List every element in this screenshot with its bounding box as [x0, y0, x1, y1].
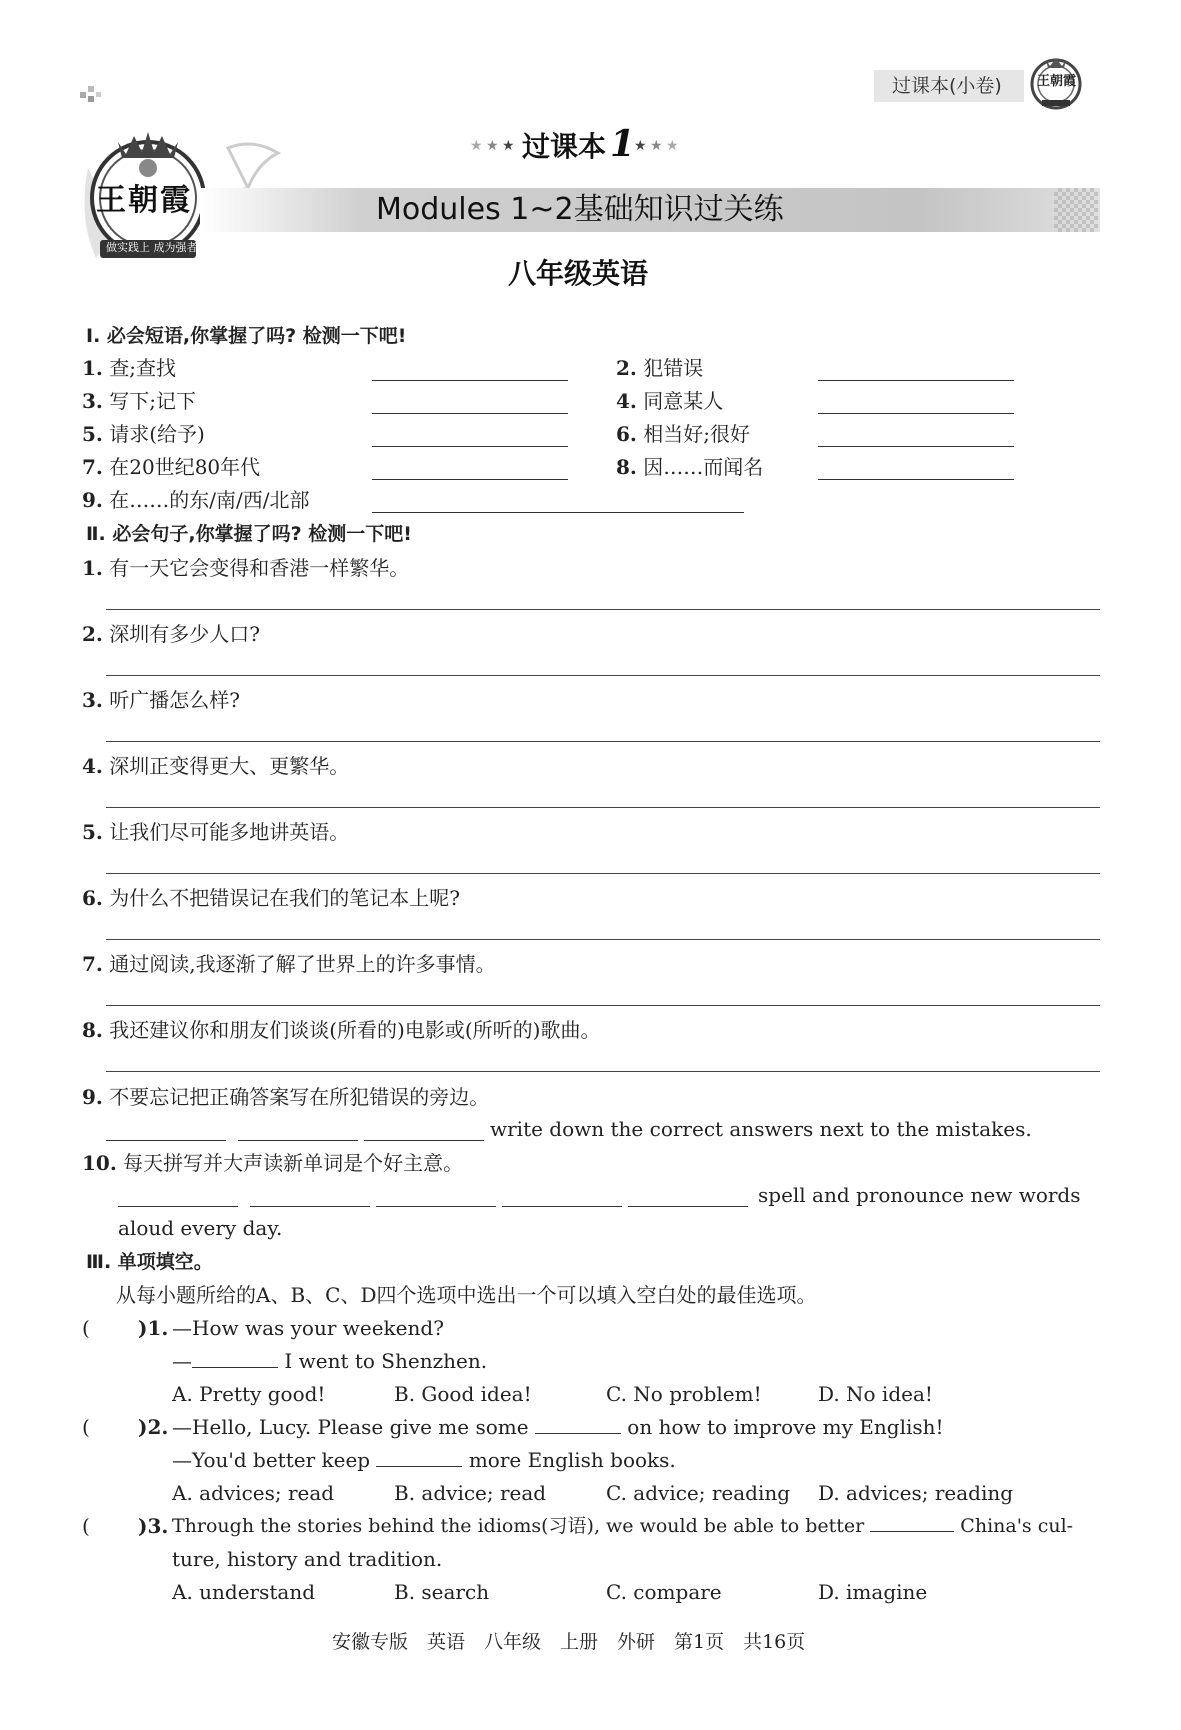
option-b[interactable]: B. Good idea! [394, 1382, 532, 1406]
answer-line[interactable] [106, 675, 1100, 676]
sentence-item: 7. 通过阅读,我逐渐了解了世界上的许多事情。 [82, 952, 496, 976]
question-line: Through the stories behind the idioms(习语), we would be able to better China's cul- [172, 1515, 1074, 1537]
brand-logo-text: 王朝霞 [96, 183, 192, 218]
option-d[interactable]: D. imagine [818, 1580, 928, 1604]
section3-title: Ⅲ. 单项填空。 [86, 1251, 213, 1273]
option-c[interactable]: C. compare [606, 1580, 722, 1604]
answer-blank[interactable] [372, 479, 568, 480]
grade-subject-title: 八年级英语 [508, 257, 649, 290]
answer-blank[interactable] [535, 1433, 621, 1434]
sentence-item: 1. 有一天它会变得和香港一样繁华。 [82, 556, 410, 580]
section3-instruction: 从每小题所给的A、B、C、D四个选项中选出一个可以填入空白处的最佳选项。 [116, 1283, 817, 1307]
star-icon: ★ [666, 138, 679, 154]
answer-blank[interactable] [364, 1140, 484, 1141]
answer-blank[interactable] [372, 380, 568, 381]
answer-line[interactable] [106, 609, 1100, 610]
phrase-item: 9. 在……的东/南/西/北部 [82, 488, 310, 512]
star-icon: ★ [634, 138, 647, 154]
question-number: )3. [138, 1514, 169, 1538]
answer-blank[interactable] [818, 413, 1014, 414]
answer-blank[interactable] [106, 1140, 226, 1141]
answer-blank[interactable] [376, 1466, 462, 1467]
option-c[interactable]: C. advice; reading [606, 1481, 791, 1505]
course-title: 过课本 [522, 130, 607, 163]
star-icon: ★ [470, 138, 483, 154]
answer-blank[interactable] [372, 413, 568, 414]
sentence-item: 6. 为什么不把错误记在我们的笔记本上呢? [82, 886, 460, 910]
question-line: —You'd better keep more English books. [172, 1448, 676, 1472]
answer-blank[interactable] [118, 1206, 238, 1207]
phrase-item: 7. 在20世纪80年代 [82, 455, 261, 479]
answer-line[interactable] [106, 939, 1100, 940]
answer-line[interactable] [106, 873, 1100, 874]
answer-blank[interactable] [250, 1206, 370, 1207]
section2-title: Ⅱ. 必会句子,你掌握了吗? 检测一下吧! [86, 523, 412, 545]
question-line: ture, history and tradition. [172, 1547, 443, 1571]
answer-blank[interactable] [818, 479, 1014, 480]
brand-logo-slogan: 做实践上 成为强者 [106, 241, 198, 254]
course-number: 1 [610, 123, 636, 165]
answer-bracket[interactable]: ( [82, 1415, 90, 1439]
course-title-row [470, 123, 720, 172]
sentence-item: 5. 让我们尽可能多地讲英语。 [82, 820, 350, 844]
option-a[interactable]: A. understand [172, 1580, 316, 1604]
option-a[interactable]: A. Pretty good! [172, 1382, 326, 1406]
phrase-item: 5. 请求(给予) [82, 422, 205, 446]
option-b[interactable]: B. search [394, 1580, 490, 1604]
option-b[interactable]: B. advice; read [394, 1481, 547, 1505]
question-line: —Hello, Lucy. Please give me some on how to improve my English! [172, 1415, 944, 1439]
sentence-item: 2. 深圳有多少人口? [82, 622, 260, 646]
header-small-logo-text: 王朝霞 [1037, 74, 1077, 89]
question-number: )2. [138, 1415, 169, 1439]
phrase-item: 8. 因……而闻名 [616, 455, 764, 479]
sentence-tail: spell and pronounce new words [758, 1183, 1081, 1207]
section1-title: Ⅰ. 必会短语,你掌握了吗? 检测一下吧! [86, 325, 407, 347]
answer-blank[interactable] [502, 1206, 622, 1207]
star-icon: ★ [650, 138, 663, 154]
header-tab-label: 过课本(小卷) [892, 75, 1002, 97]
answer-blank[interactable] [628, 1206, 748, 1207]
header-small-logo [1028, 54, 1084, 110]
phrase-item: 4. 同意某人 [616, 389, 724, 413]
phrase-item: 1. 查;查找 [82, 356, 176, 380]
answer-line[interactable] [106, 1071, 1100, 1072]
answer-blank[interactable] [372, 512, 744, 513]
answer-bracket[interactable]: ( [82, 1316, 90, 1340]
page-footer: 安徽专版 英语 八年级 上册 外研 第1页 共16页 [332, 1631, 806, 1653]
question-number: )1. [138, 1316, 169, 1340]
sentence-item: 9. 不要忘记把正确答案写在所犯错误的旁边。 [82, 1085, 490, 1109]
sentence-item: 3. 听广播怎么样? [82, 688, 240, 712]
module-title: Modules 1~2基础知识过关练 [376, 192, 784, 227]
answer-blank[interactable] [238, 1140, 358, 1141]
question-line: —How was your weekend? [172, 1316, 444, 1340]
sentence-item: 10. 每天拼写并大声读新单词是个好主意。 [82, 1151, 464, 1175]
answer-blank[interactable] [818, 380, 1014, 381]
star-icon: ★ [486, 138, 499, 154]
sentence-item: 4. 深圳正变得更大、更繁华。 [82, 754, 350, 778]
sentence-tail: write down the correct answers next to the mistakes. [490, 1117, 1032, 1141]
phrase-item: 3. 写下;记下 [82, 389, 196, 413]
phrase-item: 2. 犯错误 [616, 356, 704, 380]
sentence-item: 8. 我还建议你和朋友们谈谈(所看的)电影或(所听的)歌曲。 [82, 1018, 601, 1042]
corner-dots-decoration [80, 82, 106, 104]
sentence-tail: aloud every day. [118, 1216, 283, 1240]
star-icon: ★ [502, 138, 515, 154]
answer-line[interactable] [106, 807, 1100, 808]
phrase-item: 6. 相当好;很好 [616, 422, 750, 446]
answer-blank[interactable] [192, 1367, 278, 1368]
banner-checker-pattern [1054, 188, 1098, 232]
answer-blank[interactable] [818, 446, 1014, 447]
answer-bracket[interactable]: ( [82, 1514, 90, 1538]
question-line: — I went to Shenzhen. [172, 1349, 488, 1373]
option-d[interactable]: D. No idea! [818, 1382, 933, 1406]
answer-blank[interactable] [870, 1531, 954, 1532]
option-d[interactable]: D. advices; reading [818, 1481, 1014, 1505]
option-c[interactable]: C. No problem! [606, 1382, 762, 1406]
answer-line[interactable] [106, 741, 1100, 742]
answer-blank[interactable] [376, 1206, 496, 1207]
answer-line[interactable] [106, 1005, 1100, 1006]
option-a[interactable]: A. advices; read [172, 1481, 335, 1505]
answer-blank[interactable] [372, 446, 568, 447]
